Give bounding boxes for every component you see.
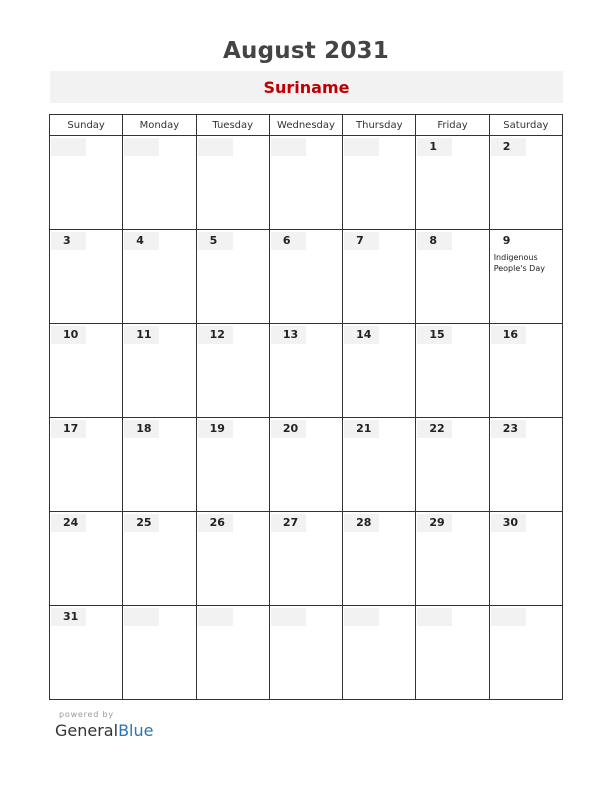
day-number: 25	[124, 514, 159, 532]
day-number	[124, 608, 159, 626]
calendar-grid	[49, 114, 563, 700]
day-number	[198, 608, 233, 626]
day-cell	[489, 324, 562, 418]
day-cell	[50, 324, 123, 418]
day-cell	[50, 418, 123, 512]
day-cell	[489, 606, 562, 700]
country-name: Suriname	[263, 78, 350, 97]
day-cell	[489, 230, 562, 324]
day-number: 1	[417, 138, 452, 156]
weekday-header: Thursday	[343, 115, 416, 136]
day-cell	[489, 136, 562, 230]
day-cell	[196, 230, 269, 324]
day-number: 2	[491, 138, 526, 156]
day-cell	[343, 418, 416, 512]
day-number: 17	[51, 420, 86, 438]
day-number: 7	[344, 232, 379, 250]
weekday-header: Tuesday	[196, 115, 269, 136]
day-number: 27	[271, 514, 306, 532]
day-number: 30	[491, 514, 526, 532]
day-number: 26	[198, 514, 233, 532]
day-cell	[269, 324, 342, 418]
day-cell	[123, 136, 196, 230]
day-number: 10	[51, 326, 86, 344]
day-cell	[123, 606, 196, 700]
day-cell	[416, 418, 489, 512]
day-number: 28	[344, 514, 379, 532]
day-number: 8	[417, 232, 452, 250]
day-cell	[50, 230, 123, 324]
weekday-header: Sunday	[50, 115, 123, 136]
day-cell	[196, 324, 269, 418]
day-cell	[343, 512, 416, 606]
day-cell	[416, 136, 489, 230]
day-number	[344, 138, 379, 156]
day-cell	[489, 418, 562, 512]
generalblue-logo[interactable]	[55, 721, 153, 740]
weekday-header: Wednesday	[269, 115, 342, 136]
day-number: 5	[198, 232, 233, 250]
day-number: 4	[124, 232, 159, 250]
day-cell	[196, 512, 269, 606]
day-cell	[416, 512, 489, 606]
week-row	[50, 324, 563, 418]
day-number	[271, 608, 306, 626]
day-cell	[416, 230, 489, 324]
day-number	[491, 608, 526, 626]
week-row	[50, 230, 563, 324]
day-cell	[123, 324, 196, 418]
day-number: 31	[51, 608, 86, 626]
holiday-label: Indigenous People's Day	[493, 253, 545, 273]
day-number: 16	[491, 326, 526, 344]
day-number: 18	[124, 420, 159, 438]
day-number: 22	[417, 420, 452, 438]
day-number: 15	[417, 326, 452, 344]
weekday-header-row	[50, 115, 563, 136]
day-cell	[196, 418, 269, 512]
day-cell	[269, 512, 342, 606]
day-number: 11	[124, 326, 159, 344]
day-number	[344, 608, 379, 626]
day-cell	[343, 136, 416, 230]
day-number	[51, 138, 86, 156]
week-row	[50, 136, 563, 230]
day-cell	[196, 606, 269, 700]
weekday-header: Friday	[416, 115, 489, 136]
day-cell	[343, 324, 416, 418]
day-cell	[123, 418, 196, 512]
day-cell	[416, 324, 489, 418]
day-cell	[343, 606, 416, 700]
day-number: 9	[502, 234, 511, 247]
day-cell	[123, 230, 196, 324]
day-cell	[196, 136, 269, 230]
day-number: 3	[51, 232, 86, 250]
brand-general: General	[55, 721, 119, 740]
day-number: 6	[271, 232, 306, 250]
day-cell	[269, 606, 342, 700]
powered-by-text: powered by	[59, 710, 114, 719]
week-row	[50, 606, 563, 700]
day-number	[417, 608, 452, 626]
day-cell	[123, 512, 196, 606]
week-row	[50, 512, 563, 606]
day-number: 13	[271, 326, 306, 344]
day-number: 19	[198, 420, 233, 438]
calendar-body	[50, 136, 563, 700]
day-cell	[416, 606, 489, 700]
day-cell	[50, 512, 123, 606]
day-number: 12	[198, 326, 233, 344]
day-number: 20	[271, 420, 306, 438]
weekday-header: Saturday	[489, 115, 562, 136]
day-number: 14	[344, 326, 379, 344]
page-title: August 2031	[223, 38, 389, 64]
day-number	[198, 138, 233, 156]
week-row	[50, 418, 563, 512]
weekday-header: Monday	[123, 115, 196, 136]
day-cell	[269, 418, 342, 512]
brand-blue: Blue	[118, 721, 154, 740]
day-cell	[489, 512, 562, 606]
day-cell	[269, 136, 342, 230]
day-number: 21	[344, 420, 379, 438]
country-banner	[50, 71, 563, 103]
day-cell	[343, 230, 416, 324]
day-number	[124, 138, 159, 156]
day-cell	[50, 136, 123, 230]
day-cell	[269, 230, 342, 324]
day-number: 29	[417, 514, 452, 532]
day-cell	[50, 606, 123, 700]
day-number: 24	[51, 514, 86, 532]
day-number	[271, 138, 306, 156]
day-number: 23	[491, 420, 526, 438]
